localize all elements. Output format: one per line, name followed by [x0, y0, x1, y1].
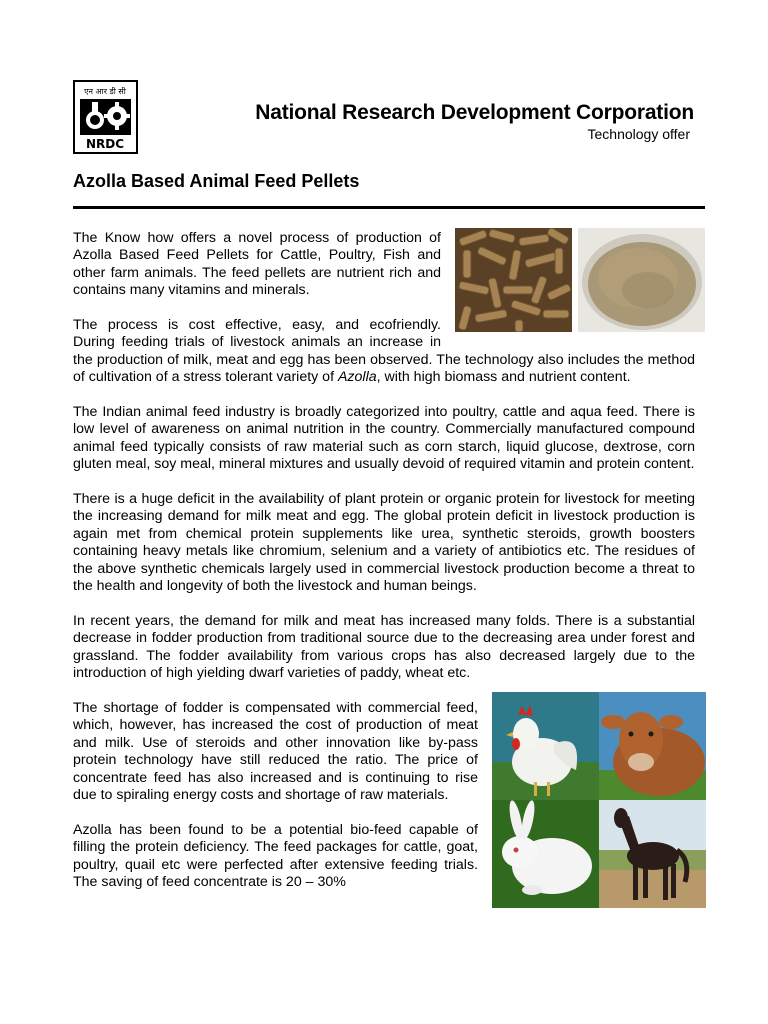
- organization-name: National Research Development Corporation: [255, 101, 694, 124]
- feed-powder-photo: [578, 228, 705, 332]
- paragraph-6: The shortage of fodder is compensated with commercial feed, which, however, has increased the cost of production of meat and milk. Use of steroids and other innovation like by-pass protein technology have still reduced the ratio. The price of concentrate feed has also increased and is continuing to rise due to spiraling energy costs and shortage of raw materials.: [73, 699, 478, 803]
- title-divider: [73, 206, 705, 209]
- document-body: [73, 230, 695, 912]
- paragraph-7: Azolla has been found to be a potential bio-feed capable of filling the protein deficiency. The feed packages for cattle, goat, poultry, quail etc were perfected after extensive feeding trials. The saving of feed concentrate is 20 – 30%: [73, 821, 478, 890]
- paragraph-1: The Know how offers a novel process of production of Azolla Based Feed Pellets for Cattle, Poultry, Fish and other farm animals. The feed pellets are nutrient rich and contains many vitamins and minerals.: [73, 230, 441, 299]
- paragraph-2-text-a: The process is cost effective, easy, and ecofriendly. During feeding trials of livestock animals an increase in the production of milk, meat and egg has been observed. The technology also includes the method of cultivation of a stress tolerant variety of: [73, 317, 695, 386]
- cow-photo: [599, 692, 706, 800]
- azolla-italic: Azolla: [337, 369, 377, 386]
- nrdc-logo: [73, 80, 138, 154]
- paragraph-2-text-b: , with high biomass and nutrient content.: [376, 369, 631, 386]
- rabbit-photo: [492, 800, 599, 908]
- paragraph-3: The Indian animal feed industry is broadly categorized into poultry, cattle and aqua feed. There is low level of awareness on animal nutrition in the country. Commercially manufactured compound animal feed typically consists of raw material such as corn starch, liquid glucose, dextrose, corn gluten meal, soy meal, mineral mixtures and usually devoid of required vitamin and protein content.: [73, 404, 695, 473]
- feed-pellets-images: [455, 228, 705, 332]
- document-title: Azolla Based Animal Feed Pellets: [73, 171, 360, 191]
- technology-offer-label: Technology offer: [587, 126, 690, 142]
- paragraph-4: There is a huge deficit in the availability of plant protein or organic protein for livestock for meeting the increasing demand for milk meat and egg. The global protein deficit in livestock production is again met from chemical protein supplements like urea, synthetic steroids, growth boosters containing heavy metals like chromium, selenium and a variety of antibiotics etc. The residues of the above synthetic chemicals largely used in commercial livestock production become a threat to the health and longevity of both the livestock and human beings.: [73, 491, 695, 595]
- chicken-photo: [492, 692, 599, 800]
- pellets-photo: [455, 228, 572, 332]
- logo-hindi-text: एन आर डी सी: [84, 87, 126, 96]
- paragraph-5: In recent years, the demand for milk and meat has increased many folds. There is a substantial decrease in fodder production from traditional source due to the decreasing area under forest and grassland. The fodder availability from various crops has also decreased largely due to the introduction of high yielding dwarf varieties of paddy, wheat etc.: [73, 612, 695, 682]
- logo-nrdc-text: NRDC: [85, 137, 125, 151]
- horse-photo: [599, 800, 706, 908]
- livestock-images: [492, 692, 706, 908]
